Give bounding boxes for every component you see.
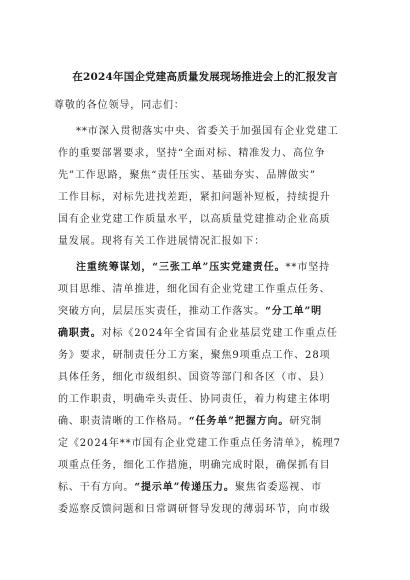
section1-line-3 bbox=[58, 302, 358, 317]
section1-heading: 注重统筹谋划，“三张工单”压实党建责任。 bbox=[76, 262, 286, 273]
renwu-heading: “任务单”把握方向。 bbox=[188, 416, 290, 427]
section1-line-6: 具体任务，细化市级组织、国资等部门和各区（市、县） bbox=[58, 372, 331, 383]
intro-line-5: 国有企业党建工作质量水平，以高质量党建推动企业高质 bbox=[58, 214, 331, 225]
document-title: 在2024年国企党建高质量发展现场推进会上的汇报发言 bbox=[72, 71, 338, 83]
section1-line-1 bbox=[76, 258, 358, 273]
fengong-heading-start: “分工单”明 bbox=[265, 306, 323, 317]
section1-line1-tail: **市坚持 bbox=[285, 262, 331, 273]
section1-line-7: 的工作职责，明确牵头责任、协同责任，着力构建主体明 bbox=[58, 394, 331, 405]
section1-line-12: 委巡察反馈问题和日常调研督导发现的薄弱环节，向市级 bbox=[58, 504, 331, 515]
intro-line-6: 量发展。现将有关工作进展情况汇报如下： bbox=[58, 236, 266, 247]
intro-line-1: **市深入贯彻落实中央、省委关于加强国有企业党建工 bbox=[76, 126, 339, 137]
section1-line3-text: 突破方向，层层压实责任，推动工作落实。 bbox=[58, 306, 266, 317]
section1-line-10: 项重点任务，细化工作措施，明确完成时限，确保抓有目 bbox=[58, 460, 331, 471]
tishi-heading: “提示单”传递压力。 bbox=[134, 482, 235, 493]
section1-line-11 bbox=[58, 478, 358, 493]
section1-line11-tail: 聚焦省委巡视、市 bbox=[234, 482, 323, 493]
intro-line-2: 作的重要部署要求，坚持“全面对标、精准发力、高位争 bbox=[58, 148, 326, 159]
intro-line-3: 先”工作思路，聚焦“责任压实、基础夯实、品牌做实” bbox=[58, 170, 316, 181]
section1-line11-text: 标、干有方向。 bbox=[58, 482, 135, 493]
section1-line-4 bbox=[58, 324, 358, 339]
intro-line-4: 工作目标，对标先进找差距，紧扣问题补短板，持续提升 bbox=[58, 192, 331, 203]
section1-line-2: 项目思维、清单推进，细化国有企业党建工作重点任务、 bbox=[58, 284, 331, 295]
fengong-heading-end: 确职责。 bbox=[58, 328, 102, 339]
salutation: 尊敬的各位领导，同志们： bbox=[54, 100, 185, 111]
section1-line-5: 务》要求，研制责任分工方案，聚焦9项重点工作、28项 bbox=[58, 350, 331, 361]
section1-line4-tail: 对标《2024年全省国有企业基层党建工作重点任 bbox=[101, 328, 338, 339]
section1-line-8 bbox=[58, 412, 358, 427]
section1-line8-text: 确、职责清晰的工作格局。 bbox=[58, 416, 189, 427]
section1-line-9: 定《2024年**市国有企业党建工作重点任务清单》，梳理7 bbox=[58, 438, 341, 449]
section1-line8-tail: 研究制 bbox=[289, 416, 323, 427]
